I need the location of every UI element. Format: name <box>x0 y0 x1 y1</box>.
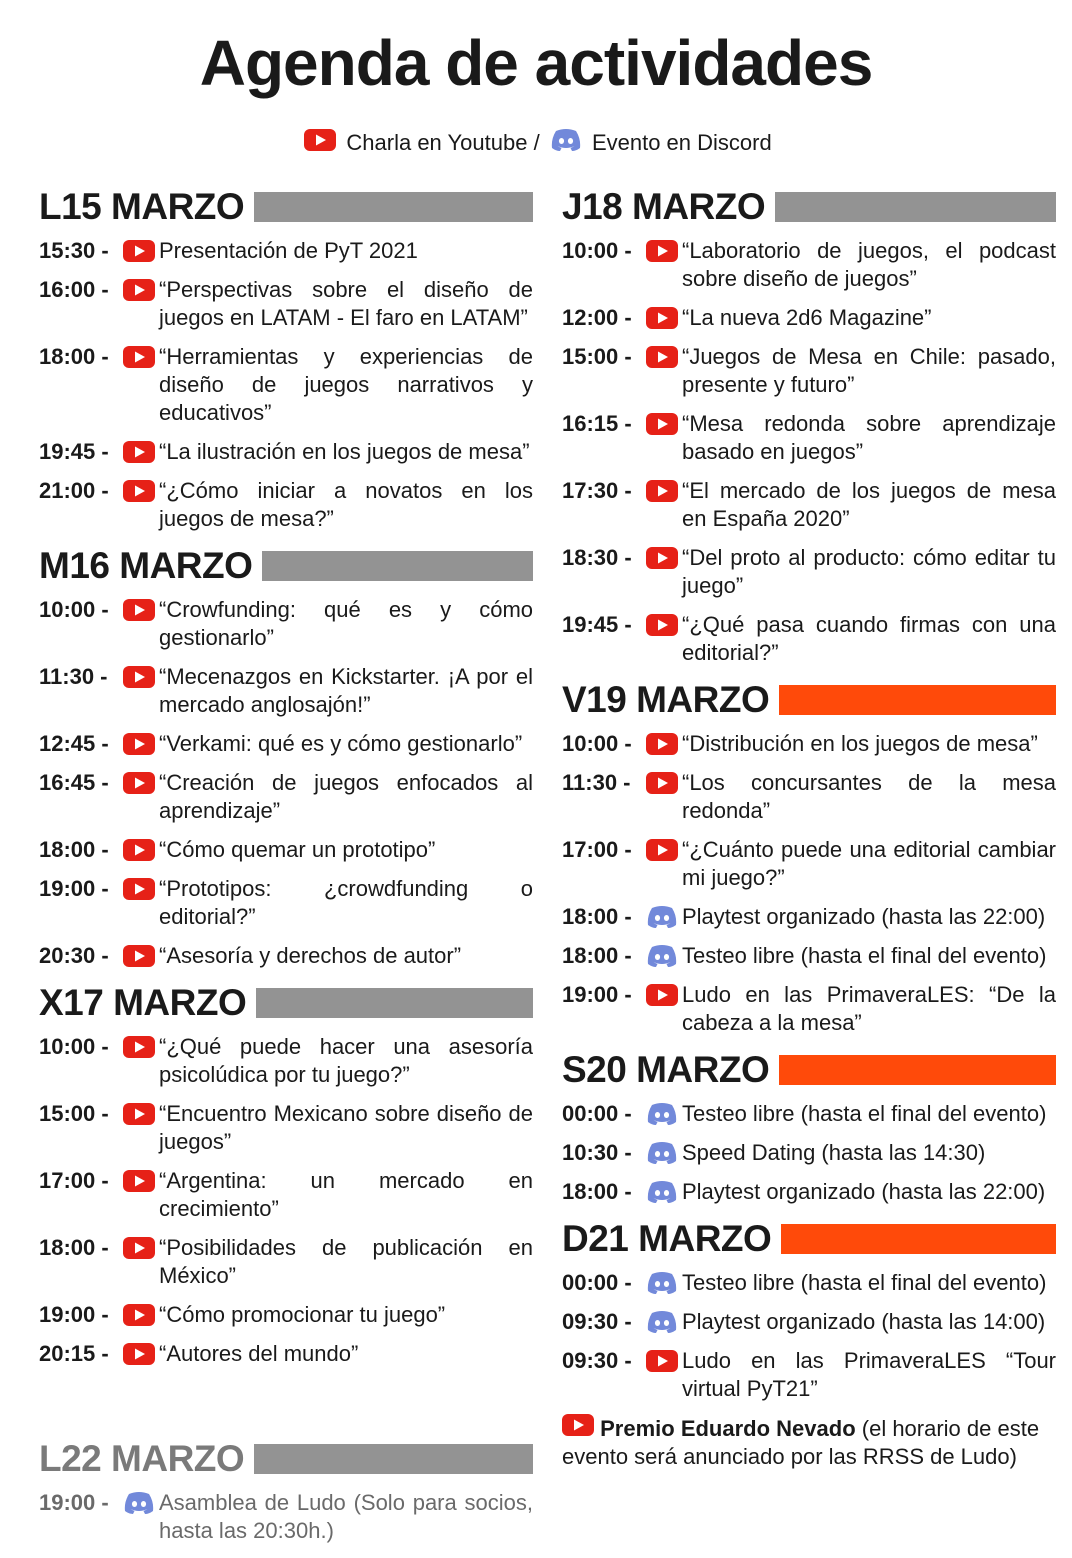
event-time: 10:00 - <box>562 238 632 263</box>
day-bar <box>254 192 533 222</box>
day-bar <box>254 1444 533 1474</box>
youtube-icon[interactable] <box>123 1301 159 1329</box>
event-row <box>39 730 533 758</box>
event-row <box>39 1234 533 1290</box>
event-text: “¿Qué pasa cuando firmas con una editorial?” <box>682 612 1056 665</box>
event-time: 15:00 - <box>39 1101 109 1126</box>
event-text: “¿Cuánto puede una editorial cambiar mi juego?” <box>682 837 1056 890</box>
event-time: 20:15 - <box>39 1341 109 1366</box>
event-text: Asamblea de Ludo (Solo para socios, hasta las 20:30h.) <box>159 1490 533 1543</box>
day-label: X17 MARZO <box>39 982 247 1023</box>
event-text: Presentación de PyT 2021 <box>159 238 418 263</box>
event-row <box>39 769 533 825</box>
event-time: 09:30 - <box>562 1309 632 1334</box>
discord-icon <box>550 128 582 158</box>
youtube-icon[interactable] <box>123 942 159 970</box>
event-row <box>39 875 533 931</box>
day-label: L22 MARZO <box>39 1438 245 1479</box>
event-time: 17:30 - <box>562 478 632 503</box>
event-text: “La ilustración en los juegos de mesa” <box>159 439 530 464</box>
event-text: “Perspectivas sobre el diseño de juegos en LATAM - El faro en LATAM” <box>159 277 533 330</box>
event-row <box>39 596 533 652</box>
youtube-icon[interactable] <box>123 836 159 864</box>
event-row <box>562 942 1056 970</box>
event-text: “El mercado de los juegos de mesa en España 2020” <box>682 478 1056 531</box>
event-row <box>562 1139 1056 1167</box>
youtube-icon[interactable] <box>123 477 159 505</box>
event-row <box>562 544 1056 600</box>
event-time: 11:30 - <box>39 664 108 689</box>
event-row <box>39 942 533 970</box>
day-bar <box>781 1224 1056 1254</box>
event-row <box>562 769 1056 825</box>
discord-icon[interactable] <box>646 1100 682 1128</box>
event-text: “Mecenazgos en Kickstarter. ¡A por el mercado anglosajón!” <box>159 664 533 717</box>
event-text: “Cómo promocionar tu juego” <box>159 1302 446 1327</box>
day-label: S20 MARZO <box>562 1049 770 1090</box>
event-row <box>39 1301 533 1329</box>
youtube-icon[interactable] <box>123 276 159 304</box>
day-header-l15 <box>39 185 533 229</box>
event-text: Ludo en las PrimaveraLES “Tour virtual PyT21” <box>682 1348 1056 1401</box>
event-text: Playtest organizado (hasta las 22:00) <box>682 1179 1046 1204</box>
youtube-icon[interactable] <box>646 304 682 332</box>
event-row <box>562 343 1056 399</box>
day-bar <box>779 685 1056 715</box>
event-time: 21:00 - <box>39 478 109 503</box>
youtube-icon[interactable] <box>646 981 682 1009</box>
event-text: “Mesa redonda sobre aprendizaje basado en juegos” <box>682 411 1056 464</box>
discord-icon[interactable] <box>646 1178 682 1206</box>
day-header-j18 <box>562 185 1056 229</box>
event-row <box>39 477 533 533</box>
youtube-icon[interactable] <box>646 343 682 371</box>
event-row <box>39 1100 533 1156</box>
event-text: “Crowfunding: qué es y cómo gestionarlo” <box>159 597 533 650</box>
event-time: 19:00 - <box>39 876 109 901</box>
youtube-icon[interactable] <box>123 730 159 758</box>
event-time: 09:30 - <box>562 1348 632 1373</box>
event-time: 18:00 - <box>562 943 632 968</box>
day-header-d21 <box>562 1217 1056 1261</box>
youtube-icon[interactable] <box>646 237 682 265</box>
youtube-icon[interactable] <box>646 836 682 864</box>
event-text: Testeo libre (hasta el final del evento) <box>682 1270 1047 1295</box>
event-time: 17:00 - <box>562 837 632 862</box>
youtube-icon[interactable] <box>123 663 159 691</box>
event-time: 18:00 - <box>562 1179 632 1204</box>
event-row <box>562 477 1056 533</box>
youtube-icon[interactable] <box>123 438 159 466</box>
event-time: 16:15 - <box>562 411 632 436</box>
event-text: “Laboratorio de juegos, el podcast sobre diseño de juegos” <box>682 238 1056 291</box>
youtube-icon[interactable] <box>646 1347 682 1375</box>
event-time: 10:30 - <box>562 1140 632 1165</box>
event-row <box>562 1178 1056 1206</box>
event-time: 17:00 - <box>39 1168 109 1193</box>
day-header-x17 <box>39 981 533 1025</box>
discord-icon[interactable] <box>646 942 682 970</box>
award-note-text: (el horario de este evento será anunciado por las RRSS de Ludo) <box>562 1416 1040 1469</box>
event-time: 18:00 - <box>562 904 632 929</box>
event-row <box>39 1167 533 1223</box>
event-row <box>39 836 533 864</box>
event-row <box>562 304 1056 332</box>
event-time: 15:00 - <box>562 344 632 369</box>
event-row <box>562 1308 1056 1336</box>
day-header-s20 <box>562 1048 1056 1092</box>
page-title: Agenda de actividades <box>199 27 873 99</box>
legend <box>0 128 1072 158</box>
discord-icon[interactable] <box>123 1489 159 1517</box>
event-text: “Creación de juegos enfocados al aprendizaje” <box>159 770 533 823</box>
event-text: “Del proto al producto: cómo editar tu juego” <box>682 545 1056 598</box>
event-time: 19:45 - <box>562 612 632 637</box>
event-time: 16:00 - <box>39 277 109 302</box>
event-time: 18:30 - <box>562 545 632 570</box>
event-time: 16:45 - <box>39 770 109 795</box>
event-text: “¿Cómo iniciar a novatos en los juegos de mesa?” <box>159 478 533 531</box>
event-row <box>39 663 533 719</box>
youtube-icon[interactable] <box>646 611 682 639</box>
event-time: 12:00 - <box>562 305 632 330</box>
day-header-m16 <box>39 544 533 588</box>
event-time: 20:30 - <box>39 943 109 968</box>
event-time: 19:00 - <box>562 982 632 1007</box>
youtube-icon[interactable] <box>123 343 159 371</box>
event-text: “Argentina: un mercado en crecimiento” <box>159 1168 533 1221</box>
event-text: “Posibilidades de publicación en México” <box>159 1235 533 1288</box>
event-row <box>562 903 1056 931</box>
event-time: 19:45 - <box>39 439 109 464</box>
event-text: “Cómo quemar un prototipo” <box>159 837 436 862</box>
day-bar <box>779 1055 1056 1085</box>
event-time: 10:00 - <box>562 731 632 756</box>
youtube-icon <box>304 129 336 157</box>
event-time: 18:00 - <box>39 837 109 862</box>
event-time: 18:00 - <box>39 344 109 369</box>
discord-icon[interactable] <box>646 1269 682 1297</box>
event-row <box>39 1340 533 1368</box>
youtube-icon[interactable] <box>123 1033 159 1061</box>
day-label: M16 MARZO <box>39 545 253 586</box>
event-text: Testeo libre (hasta el final del evento) <box>682 943 1047 968</box>
event-row <box>39 343 533 427</box>
youtube-icon[interactable] <box>123 1340 159 1368</box>
day-bar <box>256 988 533 1018</box>
event-row <box>562 1269 1056 1297</box>
youtube-icon[interactable] <box>123 237 159 265</box>
event-row <box>562 730 1056 758</box>
event-text: “Los concursantes de la mesa redonda” <box>682 770 1056 823</box>
event-time: 00:00 - <box>562 1270 632 1295</box>
youtube-icon[interactable] <box>123 1167 159 1195</box>
right-column <box>562 185 1056 1471</box>
youtube-icon[interactable] <box>646 544 682 572</box>
event-row <box>562 611 1056 667</box>
event-row <box>562 237 1056 293</box>
event-text: Testeo libre (hasta el final del evento) <box>682 1101 1047 1126</box>
youtube-icon[interactable] <box>646 410 682 438</box>
day-label: L15 MARZO <box>39 186 245 227</box>
youtube-icon[interactable] <box>123 596 159 624</box>
event-row <box>562 836 1056 892</box>
day-label: V19 MARZO <box>562 679 770 720</box>
event-time: 18:00 - <box>39 1235 109 1260</box>
event-row <box>39 1033 533 1089</box>
day-header-l22 <box>39 1437 533 1481</box>
event-text: Playtest organizado (hasta las 22:00) <box>682 904 1046 929</box>
event-text: “Encuentro Mexicano sobre diseño de juegos” <box>159 1101 533 1154</box>
event-text: “Asesoría y derechos de autor” <box>159 943 462 968</box>
legend-youtube-label: Charla en Youtube / <box>346 130 540 155</box>
award-note <box>562 1414 1056 1471</box>
event-row <box>562 1100 1056 1128</box>
event-time: 19:00 - <box>39 1302 109 1327</box>
youtube-icon[interactable] <box>562 1414 594 1443</box>
day-label: J18 MARZO <box>562 186 766 227</box>
discord-icon[interactable] <box>646 1308 682 1336</box>
day-header-v19 <box>562 678 1056 722</box>
event-time: 10:00 - <box>39 597 109 622</box>
youtube-icon[interactable] <box>646 769 682 797</box>
event-time: 00:00 - <box>562 1101 632 1126</box>
event-row <box>39 438 533 466</box>
day-bar <box>262 551 533 581</box>
event-text: “Distribución en los juegos de mesa” <box>682 731 1038 756</box>
event-row <box>39 1489 533 1545</box>
event-text: “¿Qué puede hacer una asesoría psicolúdica por tu juego?” <box>159 1034 533 1087</box>
event-row <box>562 1347 1056 1403</box>
legend-discord-label: Evento en Discord <box>591 130 772 155</box>
event-row <box>39 276 533 332</box>
l22-section <box>39 1437 533 1556</box>
left-column <box>39 185 533 1379</box>
youtube-icon[interactable] <box>646 477 682 505</box>
event-text: “Autores del mundo” <box>159 1341 359 1366</box>
event-text: Speed Dating (hasta las 14:30) <box>682 1140 986 1165</box>
youtube-icon[interactable] <box>123 1100 159 1128</box>
event-row <box>39 237 533 265</box>
event-row <box>562 981 1056 1037</box>
event-text: “Herramientas y experiencias de diseño de juegos narrativos y educativos” <box>159 344 533 425</box>
event-time: 15:30 - <box>39 238 109 263</box>
event-text: Ludo en las PrimaveraLES: “De la cabeza a la mesa” <box>682 982 1056 1035</box>
event-text: “Prototipos: ¿crowdfunding o editorial?” <box>159 876 533 929</box>
event-text: “Juegos de Mesa en Chile: pasado, presente y futuro” <box>682 344 1056 397</box>
event-time: 11:30 - <box>562 770 631 795</box>
event-time: 19:00 - <box>39 1490 109 1515</box>
award-title: Premio Eduardo Nevado <box>600 1416 856 1441</box>
day-bar <box>775 192 1056 222</box>
event-text: “La nueva 2d6 Magazine” <box>682 305 932 330</box>
discord-icon[interactable] <box>646 903 682 931</box>
youtube-icon[interactable] <box>123 875 159 903</box>
discord-icon[interactable] <box>646 1139 682 1167</box>
event-time: 10:00 - <box>39 1034 109 1059</box>
youtube-icon[interactable] <box>123 769 159 797</box>
event-text: Playtest organizado (hasta las 14:00) <box>682 1309 1046 1334</box>
day-label: D21 MARZO <box>562 1218 772 1259</box>
event-text: “Verkami: qué es y cómo gestionarlo” <box>159 731 523 756</box>
youtube-icon[interactable] <box>123 1234 159 1262</box>
event-row <box>562 410 1056 466</box>
youtube-icon[interactable] <box>646 730 682 758</box>
event-time: 12:45 - <box>39 731 109 756</box>
